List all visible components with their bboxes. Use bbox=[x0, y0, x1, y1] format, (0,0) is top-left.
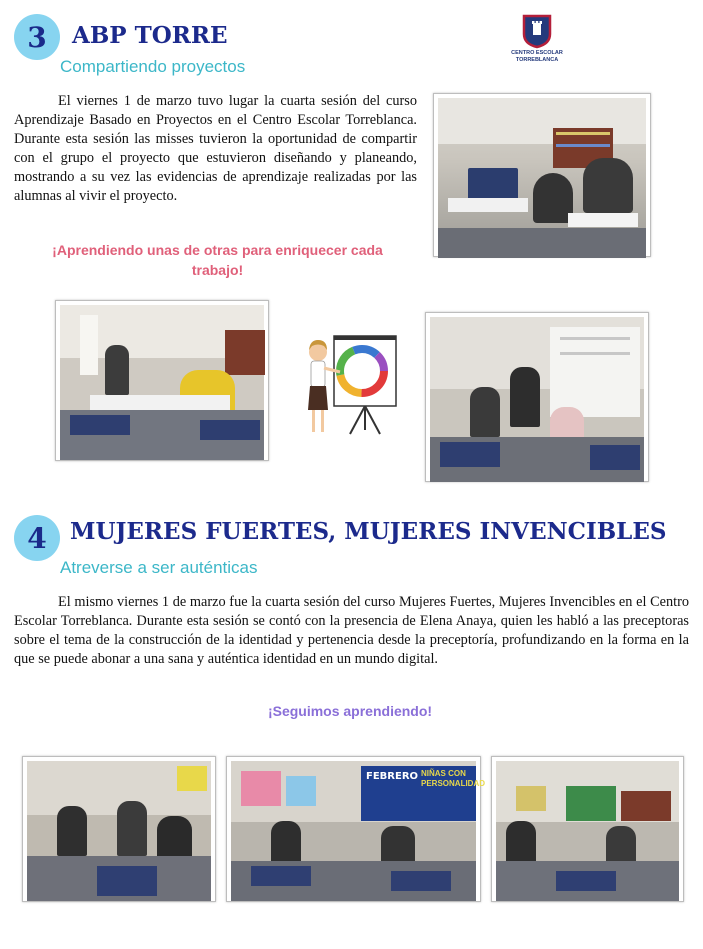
section-paragraph: El mismo viernes 1 de marzo fue la cuarta sesión del curso Mujeres Fuertes, Mujeres Invencibles en el Centro Escolar Torreblanca. Durante esta sesión se contó con la presencia de Elena Anaya, quien les habló a las preceptoras sobre el tema de la construcción de la identidad y pertenencia desde la preceptoría, profundizando en la forma en la que se puede abonar a una sana y auténtica identidad en un mundo digital. bbox=[14, 594, 689, 667]
board-theme-label: NIÑAS CON PERSONALIDAD bbox=[421, 769, 486, 788]
section-paragraph: El viernes 1 de marzo tuvo lugar la cuarta sesión del curso Aprendizaje Basado en Proyectos en el Centro Escolar Torreblanca. Durante esta sesión las misses tuvieron la oportunidad de compartir con el grupo el proyecto que estuvieron diseñando y planeando, mostrando a su vez las evidencias de aprendizaje realizadas por las alumnas al vivir el proyecto. bbox=[14, 93, 417, 204]
section-title: ABP TORRE bbox=[72, 22, 228, 49]
section-title: MUJERES FUERTES, MUJERES INVENCIBLES bbox=[70, 518, 667, 545]
classroom-photo bbox=[425, 312, 649, 482]
teacher-illustration bbox=[302, 334, 398, 438]
classroom-photo bbox=[491, 756, 684, 902]
section-number-badge bbox=[14, 515, 60, 561]
logo-line-1: CENTRO ESCOLAR bbox=[511, 50, 563, 56]
section-callout: ¡Aprendiendo unas de otras para enriquecer cada trabajo! bbox=[52, 242, 383, 278]
section-callout: ¡Seguimos aprendiendo! bbox=[267, 703, 433, 719]
classroom-photo bbox=[226, 756, 486, 902]
section-subtitle: Compartiendo proyectos bbox=[60, 57, 246, 76]
section-subtitle: Atreverse a ser auténticas bbox=[60, 558, 258, 577]
teacher-presenting-icon bbox=[302, 334, 398, 438]
classroom-photo bbox=[55, 300, 269, 461]
section-number-badge bbox=[14, 14, 60, 60]
classroom-photo bbox=[22, 756, 216, 902]
section-number: 4 bbox=[27, 521, 47, 555]
logo-line-2: TORREBLANCA bbox=[515, 57, 559, 63]
school-crest-icon bbox=[522, 14, 552, 48]
school-logo bbox=[505, 14, 569, 74]
classroom-photo bbox=[433, 93, 651, 257]
board-month-label: FEBRERO bbox=[366, 771, 419, 782]
section-number: 3 bbox=[27, 20, 47, 54]
